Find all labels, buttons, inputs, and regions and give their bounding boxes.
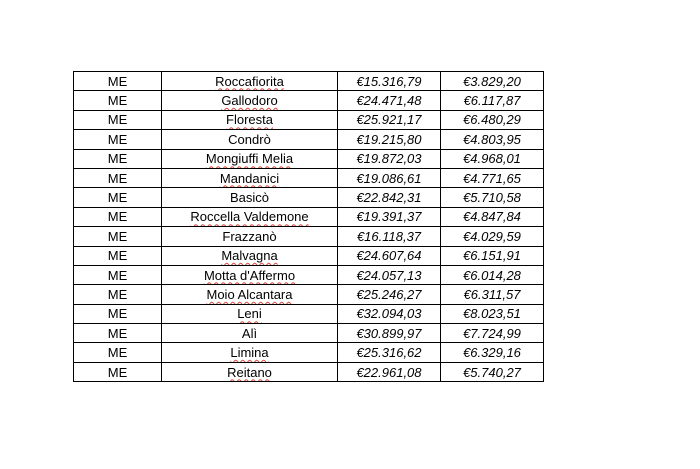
province-cell (74, 227, 162, 246)
amount-1-cell-text: €25.316,62 (356, 345, 422, 361)
table-row (74, 362, 544, 381)
amount-1-cell (338, 168, 441, 187)
table-row (74, 324, 544, 343)
municipality-cell-text: Gallodoro (221, 93, 278, 109)
amount-1-cell (338, 91, 441, 110)
amount-1-cell-text: €24.057,13 (356, 267, 422, 283)
amount-1-cell (338, 343, 441, 362)
province-cell (74, 324, 162, 343)
amount-1-cell-text: €24.471,48 (356, 93, 422, 109)
amount-2-cell (441, 285, 544, 304)
municipality-cell-text: Floresta (226, 112, 273, 128)
table-row (74, 91, 544, 110)
amount-2-cell (441, 362, 544, 381)
municipality-cell (162, 207, 338, 226)
amount-1-cell (338, 110, 441, 129)
amount-2-cell-text: €4.771,65 (463, 170, 521, 186)
amount-1-cell-text: €32.094,03 (356, 306, 422, 322)
amount-1-cell-text: €19.391,37 (356, 209, 422, 225)
province-cell-text: ME (107, 170, 128, 186)
amount-2-cell (441, 343, 544, 362)
province-cell (74, 207, 162, 226)
municipality-cell (162, 304, 338, 323)
municipality-cell (162, 362, 338, 381)
amount-2-cell-text: €5.710,58 (463, 190, 521, 206)
amount-1-cell (338, 304, 441, 323)
amount-2-cell-text: €6.329,16 (463, 345, 521, 361)
municipality-amounts-table (73, 71, 544, 382)
amount-2-cell (441, 246, 544, 265)
municipality-cell (162, 246, 338, 265)
municipality-cell (162, 227, 338, 246)
amount-1-cell (338, 149, 441, 168)
amount-2-cell (441, 72, 544, 91)
municipality-cell (162, 149, 338, 168)
municipality-cell (162, 110, 338, 129)
municipality-cell (162, 91, 338, 110)
municipality-cell-text: Leni (237, 306, 262, 322)
table-row (74, 246, 544, 265)
amount-2-cell (441, 168, 544, 187)
amount-1-cell-text: €22.842,31 (356, 190, 422, 206)
province-cell-text: ME (107, 209, 128, 225)
province-cell-text: ME (107, 93, 128, 109)
province-cell (74, 188, 162, 207)
municipality-cell-text: Mandanici (219, 170, 280, 186)
province-cell (74, 91, 162, 110)
amount-2-cell-text: €4.029,59 (463, 228, 521, 244)
amount-1-cell (338, 285, 441, 304)
table-row (74, 110, 544, 129)
province-cell (74, 130, 162, 149)
amount-2-cell-text: €6.311,57 (463, 286, 521, 302)
municipality-cell-text: Basicò (229, 190, 270, 206)
amount-2-cell-text: €4.968,01 (463, 151, 521, 167)
municipality-cell (162, 324, 338, 343)
amount-1-cell (338, 188, 441, 207)
municipality-cell (162, 168, 338, 187)
amount-1-cell (338, 227, 441, 246)
municipality-cell (162, 343, 338, 362)
amount-1-cell-text: €22.961,08 (356, 364, 422, 380)
amount-2-cell (441, 207, 544, 226)
municipality-cell (162, 72, 338, 91)
amount-2-cell (441, 188, 544, 207)
amount-2-cell-text: €5.740,27 (463, 364, 521, 380)
amount-1-cell-text: €15.316,79 (356, 73, 422, 89)
amount-2-cell-text: €6.014,28 (463, 267, 521, 283)
province-cell-text: ME (107, 325, 128, 341)
amount-2-cell-text: €6.117,87 (463, 93, 521, 109)
amount-1-cell-text: €25.246,27 (356, 286, 422, 302)
province-cell-text: ME (107, 345, 128, 361)
province-cell-text: ME (107, 228, 128, 244)
province-cell-text: ME (107, 248, 128, 264)
province-cell-text: ME (107, 190, 128, 206)
province-cell (74, 110, 162, 129)
province-cell (74, 343, 162, 362)
amount-2-cell (441, 91, 544, 110)
province-cell-text: ME (107, 73, 128, 89)
province-cell (74, 362, 162, 381)
table-row (74, 343, 544, 362)
province-cell-text: ME (107, 131, 128, 147)
municipality-cell (162, 285, 338, 304)
province-cell (74, 149, 162, 168)
amount-1-cell (338, 324, 441, 343)
amount-2-cell (441, 130, 544, 149)
amount-1-cell (338, 362, 441, 381)
municipality-cell-text: Alì (241, 325, 258, 341)
municipality-cell-text: Roccafiorita (215, 73, 284, 89)
amount-2-cell (441, 265, 544, 284)
table-body (74, 72, 544, 382)
amount-2-cell-text: €4.803,95 (463, 131, 521, 147)
province-cell (74, 285, 162, 304)
amount-1-cell-text: €30.899,97 (356, 325, 422, 341)
province-cell-text: ME (107, 267, 128, 283)
amount-1-cell (338, 246, 441, 265)
table-row (74, 227, 544, 246)
province-cell-text: ME (107, 151, 128, 167)
amount-1-cell (338, 207, 441, 226)
table-row (74, 188, 544, 207)
amount-1-cell-text: €19.872,03 (356, 151, 422, 167)
province-cell-text: ME (107, 364, 128, 380)
province-cell-text: ME (107, 112, 128, 128)
amount-1-cell-text: €19.086,61 (356, 170, 422, 186)
amount-2-cell (441, 324, 544, 343)
municipality-cell-text: Limina (230, 345, 269, 361)
table-row (74, 304, 544, 323)
municipality-cell-text: Mongiuffi Melia (205, 151, 294, 167)
amount-1-cell-text: €16.118,37 (356, 228, 422, 244)
amount-2-cell-text: €8.023,51 (463, 306, 521, 322)
municipality-cell (162, 130, 338, 149)
province-cell (74, 246, 162, 265)
municipality-cell (162, 265, 338, 284)
table-row (74, 265, 544, 284)
municipality-cell-text: Condrò (228, 131, 271, 147)
province-cell-text: ME (107, 306, 128, 322)
amount-1-cell-text: €19.215,80 (356, 131, 422, 147)
municipality-cell-text: Reitano (227, 364, 272, 380)
municipality-cell-text: Motta d'Affermo (203, 267, 296, 283)
amount-2-cell (441, 149, 544, 168)
province-cell (74, 265, 162, 284)
table-row (74, 72, 544, 91)
table-row (74, 130, 544, 149)
table-row (74, 168, 544, 187)
province-cell (74, 168, 162, 187)
municipality-cell-text: Frazzanò (222, 228, 277, 244)
municipality-cell-text: Roccella Valdemone (190, 209, 309, 225)
amount-1-cell (338, 130, 441, 149)
province-cell-text: ME (107, 286, 128, 302)
amount-2-cell-text: €4.847,84 (463, 209, 521, 225)
table-row (74, 149, 544, 168)
amount-2-cell (441, 304, 544, 323)
amount-2-cell-text: €7.724,99 (463, 325, 521, 341)
table-row (74, 285, 544, 304)
table-row (74, 207, 544, 226)
amount-1-cell (338, 72, 441, 91)
amount-2-cell-text: €6.151,91 (463, 248, 521, 264)
amount-2-cell-text: €3.829,20 (463, 73, 521, 89)
province-cell (74, 72, 162, 91)
amount-2-cell (441, 110, 544, 129)
province-cell (74, 304, 162, 323)
amount-1-cell-text: €25.921,17 (356, 112, 422, 128)
municipality-cell (162, 188, 338, 207)
municipality-cell-text: Malvagna (221, 248, 278, 264)
amount-2-cell (441, 227, 544, 246)
amount-1-cell-text: €24.607,64 (356, 248, 422, 264)
amount-2-cell-text: €6.480,29 (463, 112, 521, 128)
amount-1-cell (338, 265, 441, 284)
municipality-cell-text: Moio Alcantara (206, 286, 293, 302)
